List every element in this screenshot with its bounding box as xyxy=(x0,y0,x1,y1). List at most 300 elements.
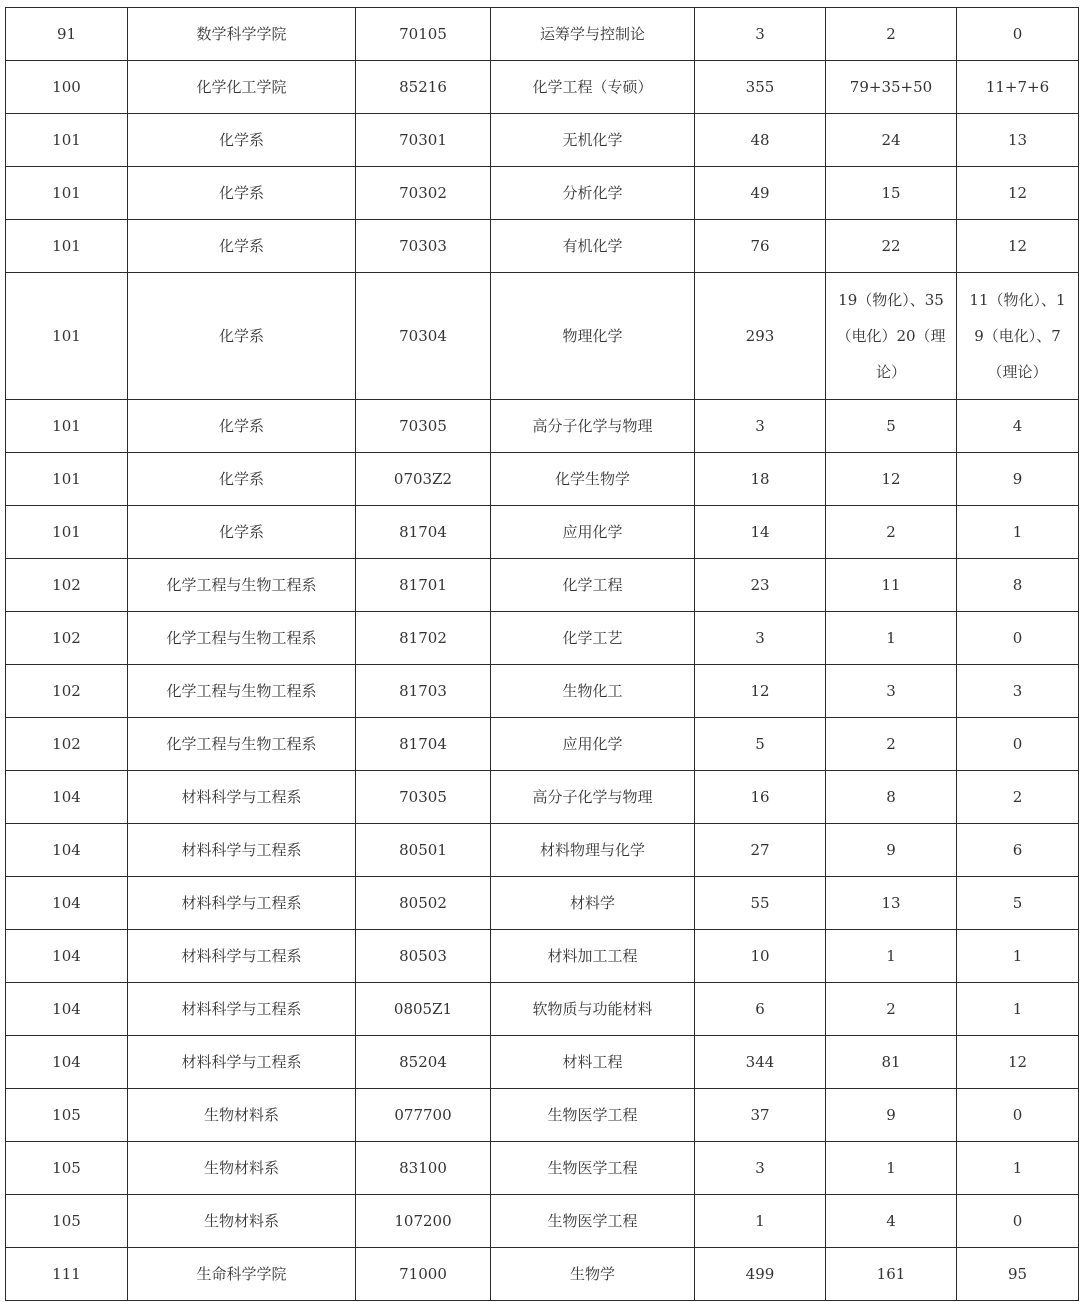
exempt-cell-text: 5 xyxy=(1012,894,1023,912)
applicants-cell xyxy=(695,983,826,1036)
exempt-cell xyxy=(957,983,1079,1036)
major-name-cell-text: 有机化学 xyxy=(562,237,623,255)
dept-code-cell xyxy=(6,8,128,61)
exempt-cell-text: 12 xyxy=(1007,237,1028,255)
major-name-cell xyxy=(491,114,695,167)
dept-code-cell xyxy=(6,559,128,612)
dept-code-cell xyxy=(6,453,128,506)
dept-code-cell xyxy=(6,1036,128,1089)
admitted-cell xyxy=(826,983,957,1036)
dept-code-cell-text: 101 xyxy=(52,523,81,541)
dept-name-cell xyxy=(128,220,356,273)
exempt-cell xyxy=(957,61,1079,114)
major-code-cell xyxy=(356,400,491,453)
admitted-cell-text: 3 xyxy=(886,682,896,700)
applicants-cell xyxy=(695,1248,826,1301)
major-code-cell xyxy=(356,983,491,1036)
table-row xyxy=(6,220,1079,273)
major-code-cell-text: 81703 xyxy=(399,682,447,700)
major-code-cell-text: 85204 xyxy=(399,1053,447,1071)
major-name-cell xyxy=(491,771,695,824)
dept-code-cell xyxy=(6,1142,128,1195)
major-name-cell xyxy=(491,453,695,506)
major-name-cell xyxy=(491,167,695,220)
admitted-cell xyxy=(826,453,957,506)
table-body xyxy=(6,8,1079,1301)
applicants-cell xyxy=(695,273,826,400)
major-code-cell-text: 80503 xyxy=(399,947,447,965)
major-code-cell-text: 70105 xyxy=(399,25,447,43)
table-row xyxy=(6,400,1079,453)
dept-code-cell-text: 102 xyxy=(52,735,81,753)
major-code-cell xyxy=(356,665,491,718)
dept-code-cell-text: 104 xyxy=(52,947,81,965)
major-name-cell-text: 高分子化学与物理 xyxy=(532,417,653,435)
applicants-cell-text: 14 xyxy=(750,523,770,541)
admitted-cell xyxy=(826,273,957,400)
dept-name-cell xyxy=(128,771,356,824)
major-name-cell-text: 生物医学工程 xyxy=(547,1159,638,1177)
table-row xyxy=(6,559,1079,612)
major-code-cell xyxy=(356,930,491,983)
dept-name-cell xyxy=(128,1195,356,1248)
admitted-cell xyxy=(826,559,957,612)
dept-code-cell xyxy=(6,718,128,771)
applicants-cell-text: 27 xyxy=(750,841,770,859)
applicants-cell-text: 3 xyxy=(755,629,765,647)
major-name-cell xyxy=(491,983,695,1036)
major-code-cell xyxy=(356,559,491,612)
table-row xyxy=(6,1089,1079,1142)
major-code-cell xyxy=(356,1248,491,1301)
dept-name-cell-text: 化学工程与生物工程系 xyxy=(166,629,317,647)
table-row xyxy=(6,1036,1079,1089)
dept-name-cell xyxy=(128,665,356,718)
admitted-cell xyxy=(826,877,957,930)
major-code-cell xyxy=(356,877,491,930)
major-name-cell xyxy=(491,665,695,718)
major-code-cell-text: 80502 xyxy=(399,894,447,912)
major-code-cell-text: 70305 xyxy=(399,417,447,435)
exempt-cell xyxy=(957,167,1079,220)
table-row xyxy=(6,273,1079,400)
major-code-cell-text: 70304 xyxy=(399,327,447,345)
applicants-cell xyxy=(695,8,826,61)
dept-name-cell xyxy=(128,114,356,167)
major-name-cell-text: 化学工艺 xyxy=(562,629,623,647)
admitted-cell xyxy=(826,718,957,771)
dept-name-cell-text: 材料科学与工程系 xyxy=(181,841,302,859)
major-code-cell-text: 81702 xyxy=(399,629,447,647)
exempt-cell-text: 95 xyxy=(1007,1265,1028,1283)
major-code-cell xyxy=(356,506,491,559)
major-name-cell xyxy=(491,220,695,273)
dept-name-cell-text: 材料科学与工程系 xyxy=(181,1000,302,1018)
major-code-cell xyxy=(356,1142,491,1195)
applicants-cell-text: 76 xyxy=(750,237,770,255)
dept-name-cell-text: 化学系 xyxy=(218,237,264,255)
admitted-cell-text: 4 xyxy=(886,1212,896,1230)
applicants-cell xyxy=(695,559,826,612)
applicants-cell-text: 5 xyxy=(755,735,765,753)
major-code-cell xyxy=(356,114,491,167)
major-name-cell xyxy=(491,824,695,877)
table-row xyxy=(6,114,1079,167)
exempt-cell-text: 2 xyxy=(1012,788,1023,806)
dept-code-cell xyxy=(6,1248,128,1301)
dept-code-cell-text: 105 xyxy=(52,1159,81,1177)
dept-name-cell-text: 生命科学学院 xyxy=(196,1265,287,1283)
exempt-cell-text: 0 xyxy=(1012,1212,1023,1230)
admitted-cell-text: 2 xyxy=(886,25,896,43)
applicants-cell xyxy=(695,114,826,167)
major-name-cell-text: 高分子化学与物理 xyxy=(532,788,653,806)
admitted-cell-text: 2 xyxy=(886,1000,896,1018)
applicants-cell-text: 293 xyxy=(745,327,775,345)
dept-code-cell-text: 101 xyxy=(52,470,81,488)
exempt-cell xyxy=(957,8,1079,61)
applicants-cell xyxy=(695,61,826,114)
applicants-cell-text: 48 xyxy=(750,131,770,149)
applicants-cell xyxy=(695,1089,826,1142)
dept-code-cell xyxy=(6,506,128,559)
major-code-cell xyxy=(356,771,491,824)
exempt-cell-text: 0 xyxy=(1012,1106,1023,1124)
admitted-cell-text: 13 xyxy=(881,894,901,912)
major-name-cell-text: 应用化学 xyxy=(562,523,623,541)
exempt-cell-text: 1 xyxy=(1012,947,1023,965)
applicants-cell xyxy=(695,718,826,771)
applicants-cell xyxy=(695,1142,826,1195)
dept-code-cell-text: 102 xyxy=(52,576,81,594)
dept-name-cell-text: 化学工程与生物工程系 xyxy=(166,735,317,753)
major-name-cell-text: 材料物理与化学 xyxy=(539,841,645,859)
dept-code-cell-text: 104 xyxy=(52,1053,81,1071)
dept-name-cell-text: 化学工程与生物工程系 xyxy=(166,682,317,700)
major-code-cell xyxy=(356,1195,491,1248)
admitted-cell-text: 15 xyxy=(881,184,901,202)
applicants-cell xyxy=(695,930,826,983)
major-name-cell xyxy=(491,877,695,930)
dept-name-cell xyxy=(128,612,356,665)
exempt-cell-text: 1 xyxy=(1012,1159,1023,1177)
major-code-cell xyxy=(356,167,491,220)
dept-name-cell-text: 化学系 xyxy=(218,523,264,541)
exempt-cell xyxy=(957,559,1079,612)
admitted-cell xyxy=(826,506,957,559)
exempt-cell-text: 12 xyxy=(1007,184,1028,202)
dept-name-cell xyxy=(128,1036,356,1089)
major-name-cell-text: 物理化学 xyxy=(562,327,623,345)
exempt-cell-text: 1 xyxy=(1012,1000,1023,1018)
dept-name-cell-text: 化学工程与生物工程系 xyxy=(166,576,317,594)
applicants-cell-text: 10 xyxy=(750,947,770,965)
exempt-cell xyxy=(957,771,1079,824)
major-name-cell-text: 应用化学 xyxy=(562,735,623,753)
dept-code-cell xyxy=(6,983,128,1036)
dept-name-cell xyxy=(128,930,356,983)
major-name-cell-text: 生物化工 xyxy=(562,682,623,700)
dept-code-cell-text: 104 xyxy=(52,1000,81,1018)
table-row xyxy=(6,506,1079,559)
dept-name-cell xyxy=(128,824,356,877)
dept-code-cell xyxy=(6,400,128,453)
major-code-cell-text: 0805Z1 xyxy=(393,1000,453,1018)
exempt-cell xyxy=(957,930,1079,983)
dept-code-cell-text: 101 xyxy=(52,327,81,345)
dept-code-cell xyxy=(6,1195,128,1248)
dept-name-cell-text: 化学系 xyxy=(218,184,264,202)
applicants-cell xyxy=(695,612,826,665)
major-code-cell-text: 71000 xyxy=(399,1265,447,1283)
dept-name-cell xyxy=(128,1142,356,1195)
table-row xyxy=(6,61,1079,114)
exempt-cell-text: 11（物化）、19（电化）、7（理论） xyxy=(969,291,1066,381)
applicants-cell xyxy=(695,400,826,453)
major-code-cell xyxy=(356,824,491,877)
table-row xyxy=(6,718,1079,771)
admissions-data-table xyxy=(5,7,1079,1301)
applicants-cell-text: 55 xyxy=(750,894,770,912)
major-name-cell xyxy=(491,1089,695,1142)
major-code-cell-text: 70301 xyxy=(399,131,447,149)
dept-name-cell xyxy=(128,559,356,612)
exempt-cell-text: 4 xyxy=(1012,417,1023,435)
exempt-cell-text: 3 xyxy=(1012,682,1023,700)
major-code-cell-text: 80501 xyxy=(399,841,447,859)
applicants-cell-text: 49 xyxy=(750,184,770,202)
major-name-cell xyxy=(491,8,695,61)
admitted-cell-text: 79+35+50 xyxy=(849,78,933,96)
exempt-cell xyxy=(957,400,1079,453)
admitted-cell-text: 24 xyxy=(881,131,901,149)
table-row xyxy=(6,612,1079,665)
applicants-cell-text: 499 xyxy=(745,1265,775,1283)
dept-code-cell-text: 102 xyxy=(52,629,81,647)
dept-code-cell-text: 91 xyxy=(56,25,77,43)
applicants-cell-text: 3 xyxy=(755,417,765,435)
major-code-cell-text: 70303 xyxy=(399,237,447,255)
admitted-cell xyxy=(826,1142,957,1195)
major-name-cell xyxy=(491,506,695,559)
admitted-cell-text: 5 xyxy=(886,417,896,435)
exempt-cell xyxy=(957,612,1079,665)
table-row xyxy=(6,167,1079,220)
admitted-cell-text: 8 xyxy=(886,788,896,806)
applicants-cell xyxy=(695,1195,826,1248)
applicants-cell xyxy=(695,167,826,220)
exempt-cell xyxy=(957,506,1079,559)
major-code-cell-text: 0703Z2 xyxy=(393,470,453,488)
dept-code-cell-text: 104 xyxy=(52,788,81,806)
table-row xyxy=(6,1142,1079,1195)
exempt-cell xyxy=(957,824,1079,877)
dept-code-cell-text: 100 xyxy=(52,78,81,96)
major-name-cell-text: 运筹学与控制论 xyxy=(539,25,645,43)
exempt-cell xyxy=(957,718,1079,771)
dept-code-cell-text: 105 xyxy=(52,1106,81,1124)
major-name-cell-text: 生物医学工程 xyxy=(547,1106,638,1124)
dept-name-cell xyxy=(128,8,356,61)
major-name-cell-text: 化学工程 xyxy=(562,576,623,594)
major-name-cell-text: 生物学 xyxy=(569,1265,615,1283)
dept-name-cell xyxy=(128,167,356,220)
exempt-cell-text: 1 xyxy=(1012,523,1023,541)
table-row xyxy=(6,453,1079,506)
major-code-cell-text: 077700 xyxy=(394,1106,452,1124)
dept-name-cell-text: 生物材料系 xyxy=(203,1212,279,1230)
applicants-cell xyxy=(695,220,826,273)
applicants-cell xyxy=(695,1036,826,1089)
major-name-cell-text: 化学工程（专硕） xyxy=(532,78,653,96)
major-code-cell-text: 107200 xyxy=(394,1212,452,1230)
dept-code-cell xyxy=(6,771,128,824)
major-name-cell-text: 材料加工工程 xyxy=(547,947,638,965)
dept-code-cell-text: 111 xyxy=(52,1265,81,1283)
applicants-cell-text: 3 xyxy=(755,1159,765,1177)
admitted-cell xyxy=(826,1089,957,1142)
admitted-cell-text: 1 xyxy=(886,1159,896,1177)
dept-code-cell-text: 102 xyxy=(52,682,81,700)
dept-code-cell-text: 101 xyxy=(52,184,81,202)
major-code-cell xyxy=(356,61,491,114)
dept-code-cell xyxy=(6,824,128,877)
admitted-cell-text: 22 xyxy=(881,237,901,255)
major-name-cell xyxy=(491,61,695,114)
major-name-cell xyxy=(491,1248,695,1301)
admitted-cell-text: 19（物化）、35（电化）20（理论） xyxy=(836,291,946,381)
admitted-cell-text: 9 xyxy=(886,1106,896,1124)
major-name-cell-text: 材料学 xyxy=(569,894,615,912)
major-code-cell-text: 70302 xyxy=(399,184,447,202)
exempt-cell-text: 12 xyxy=(1007,1053,1028,1071)
applicants-cell-text: 344 xyxy=(745,1053,775,1071)
major-name-cell xyxy=(491,273,695,400)
dept-name-cell xyxy=(128,1248,356,1301)
major-name-cell xyxy=(491,930,695,983)
admitted-cell xyxy=(826,1248,957,1301)
applicants-cell-text: 3 xyxy=(755,25,765,43)
major-name-cell-text: 材料工程 xyxy=(562,1053,623,1071)
table-row xyxy=(6,877,1079,930)
dept-name-cell-text: 化学系 xyxy=(218,470,264,488)
admitted-cell-text: 12 xyxy=(881,470,901,488)
dept-code-cell xyxy=(6,612,128,665)
exempt-cell-text: 0 xyxy=(1012,735,1023,753)
applicants-cell xyxy=(695,506,826,559)
applicants-cell-text: 12 xyxy=(750,682,770,700)
exempt-cell xyxy=(957,114,1079,167)
table-row xyxy=(6,771,1079,824)
dept-code-cell-text: 101 xyxy=(52,237,81,255)
exempt-cell xyxy=(957,273,1079,400)
applicants-cell-text: 23 xyxy=(750,576,770,594)
applicants-cell-text: 37 xyxy=(750,1106,770,1124)
dept-name-cell xyxy=(128,400,356,453)
exempt-cell-text: 9 xyxy=(1012,470,1023,488)
dept-name-cell xyxy=(128,877,356,930)
major-code-cell xyxy=(356,8,491,61)
admitted-cell-text: 1 xyxy=(886,947,896,965)
dept-code-cell-text: 101 xyxy=(52,417,81,435)
dept-name-cell-text: 材料科学与工程系 xyxy=(181,947,302,965)
major-code-cell xyxy=(356,220,491,273)
exempt-cell-text: 8 xyxy=(1012,576,1023,594)
admitted-cell xyxy=(826,612,957,665)
dept-name-cell-text: 化学系 xyxy=(218,131,264,149)
major-name-cell xyxy=(491,559,695,612)
exempt-cell xyxy=(957,1036,1079,1089)
major-code-cell-text: 81704 xyxy=(399,735,447,753)
applicants-cell xyxy=(695,665,826,718)
exempt-cell xyxy=(957,1248,1079,1301)
dept-code-cell xyxy=(6,930,128,983)
admitted-cell xyxy=(826,114,957,167)
exempt-cell xyxy=(957,1142,1079,1195)
major-code-cell xyxy=(356,718,491,771)
dept-name-cell xyxy=(128,453,356,506)
dept-name-cell xyxy=(128,1089,356,1142)
admitted-cell xyxy=(826,61,957,114)
dept-code-cell xyxy=(6,114,128,167)
table-row xyxy=(6,1248,1079,1301)
admitted-cell-text: 2 xyxy=(886,735,896,753)
dept-name-cell-text: 化学化工学院 xyxy=(196,78,287,96)
exempt-cell xyxy=(957,1195,1079,1248)
table-row xyxy=(6,665,1079,718)
exempt-cell xyxy=(957,877,1079,930)
major-name-cell-text: 无机化学 xyxy=(562,131,623,149)
admitted-cell xyxy=(826,8,957,61)
dept-code-cell xyxy=(6,665,128,718)
applicants-cell xyxy=(695,771,826,824)
dept-name-cell-text: 生物材料系 xyxy=(203,1106,279,1124)
admitted-cell-text: 81 xyxy=(881,1053,901,1071)
admitted-cell-text: 161 xyxy=(876,1265,906,1283)
major-code-cell-text: 81704 xyxy=(399,523,447,541)
dept-code-cell xyxy=(6,167,128,220)
dept-code-cell-text: 101 xyxy=(52,131,81,149)
dept-name-cell xyxy=(128,506,356,559)
dept-name-cell-text: 数学科学学院 xyxy=(196,25,287,43)
dept-name-cell xyxy=(128,983,356,1036)
dept-name-cell xyxy=(128,61,356,114)
major-code-cell-text: 81701 xyxy=(399,576,447,594)
major-name-cell xyxy=(491,1195,695,1248)
applicants-cell-text: 16 xyxy=(750,788,770,806)
major-code-cell-text: 70305 xyxy=(399,788,447,806)
dept-code-cell xyxy=(6,61,128,114)
admitted-cell xyxy=(826,1036,957,1089)
dept-code-cell xyxy=(6,1089,128,1142)
major-name-cell-text: 生物医学工程 xyxy=(547,1212,638,1230)
exempt-cell-text: 0 xyxy=(1012,629,1023,647)
table-row xyxy=(6,983,1079,1036)
admitted-cell xyxy=(826,665,957,718)
exempt-cell-text: 6 xyxy=(1012,841,1023,859)
admitted-cell-text: 11 xyxy=(881,576,901,594)
admitted-cell xyxy=(826,167,957,220)
major-code-cell xyxy=(356,453,491,506)
applicants-cell xyxy=(695,877,826,930)
dept-code-cell-text: 104 xyxy=(52,841,81,859)
exempt-cell-text: 0 xyxy=(1012,25,1023,43)
admitted-cell xyxy=(826,771,957,824)
admitted-cell xyxy=(826,220,957,273)
major-code-cell-text: 85216 xyxy=(399,78,447,96)
admitted-cell xyxy=(826,1195,957,1248)
major-name-cell-text: 化学生物学 xyxy=(554,470,630,488)
